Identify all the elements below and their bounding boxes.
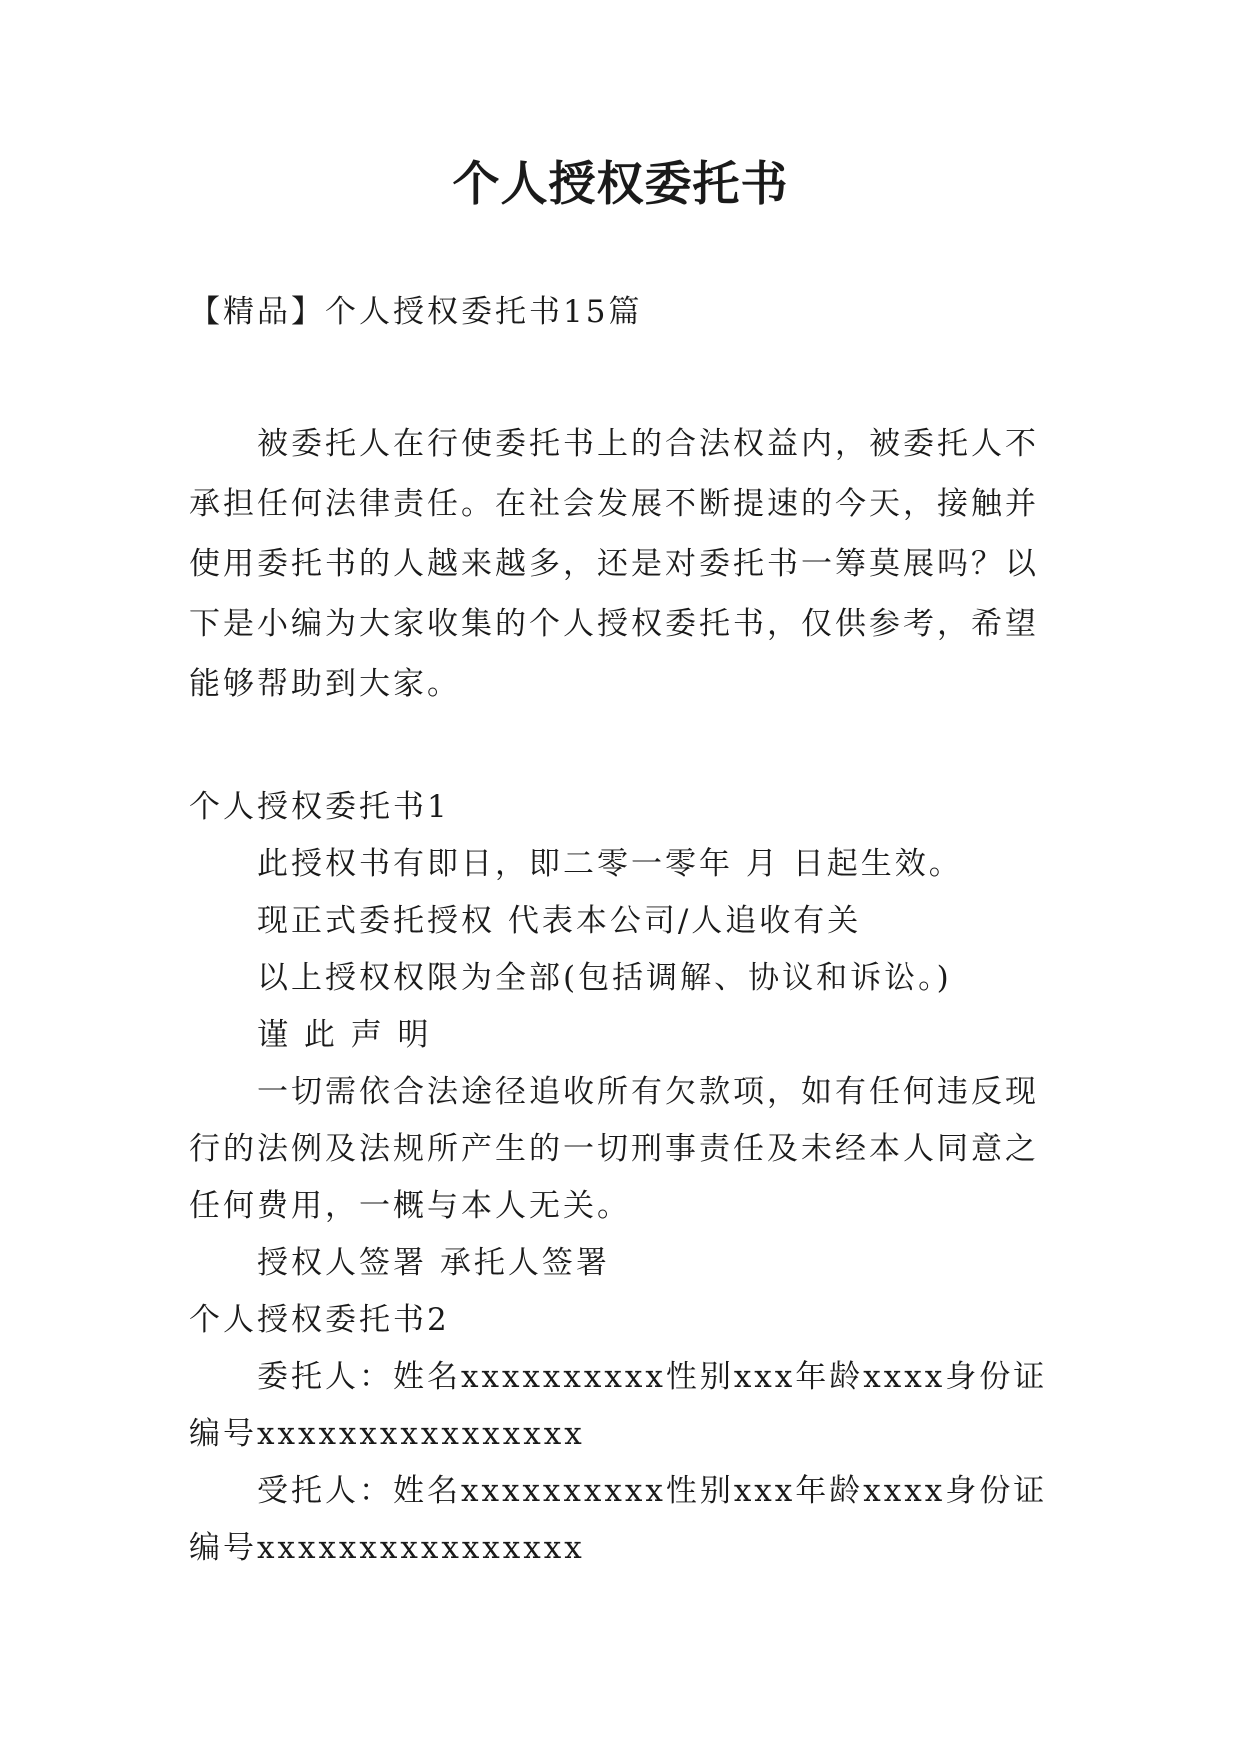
section-2-agent: 受托人：姓名xxxxxxxxxx性别xxx年龄xxxx身份证编号xxxxxxxxxxxxxxxx (189, 1473, 1048, 1566)
section-2-principal: 委托人：姓名xxxxxxxxxx性别xxx年龄xxxx身份证编号xxxxxxxxxxxxxxxx (189, 1359, 1048, 1452)
section-1-heading: 个人授权委托书1 (189, 789, 450, 825)
section-1-paragraph: 以上授权权限为全部(包括调解、协议和诉讼。) (257, 960, 952, 996)
document-subtitle: 【精品】个人授权委托书15篇 (189, 294, 643, 330)
section-1-declaration: 谨 此 声 明 (257, 1017, 432, 1053)
section-1-signatures: 授权人签署 承托人签署 (257, 1245, 610, 1281)
section-1-paragraph: 现正式委托授权 代表本公司/人追收有关 (257, 903, 862, 939)
section-1-paragraph: 一切需依合法途径追收所有欠款项，如有任何违反现行的法例及法规所产生的一切刑事责任及未经本人同意之任何费用，一概与本人无关。 (189, 1074, 1039, 1224)
document-title: 个人授权委托书 (452, 157, 789, 212)
intro-paragraph: 被委托人在行使委托书上的合法权益内，被委托人不承担任何法律责任。在社会发展不断提速的今天，接触并使用委托书的人越来越多，还是对委托书一筹莫展吗？以下是小编为大家收集的个人授权委托书，仅供参考，希望能够帮助到大家。 (189, 426, 1039, 702)
section-1-paragraph: 此授权书有即日，即二零一零年 月 日起生效。 (257, 846, 963, 882)
section-2-heading: 个人授权委托书2 (189, 1302, 450, 1338)
document-body (189, 284, 1059, 1577)
